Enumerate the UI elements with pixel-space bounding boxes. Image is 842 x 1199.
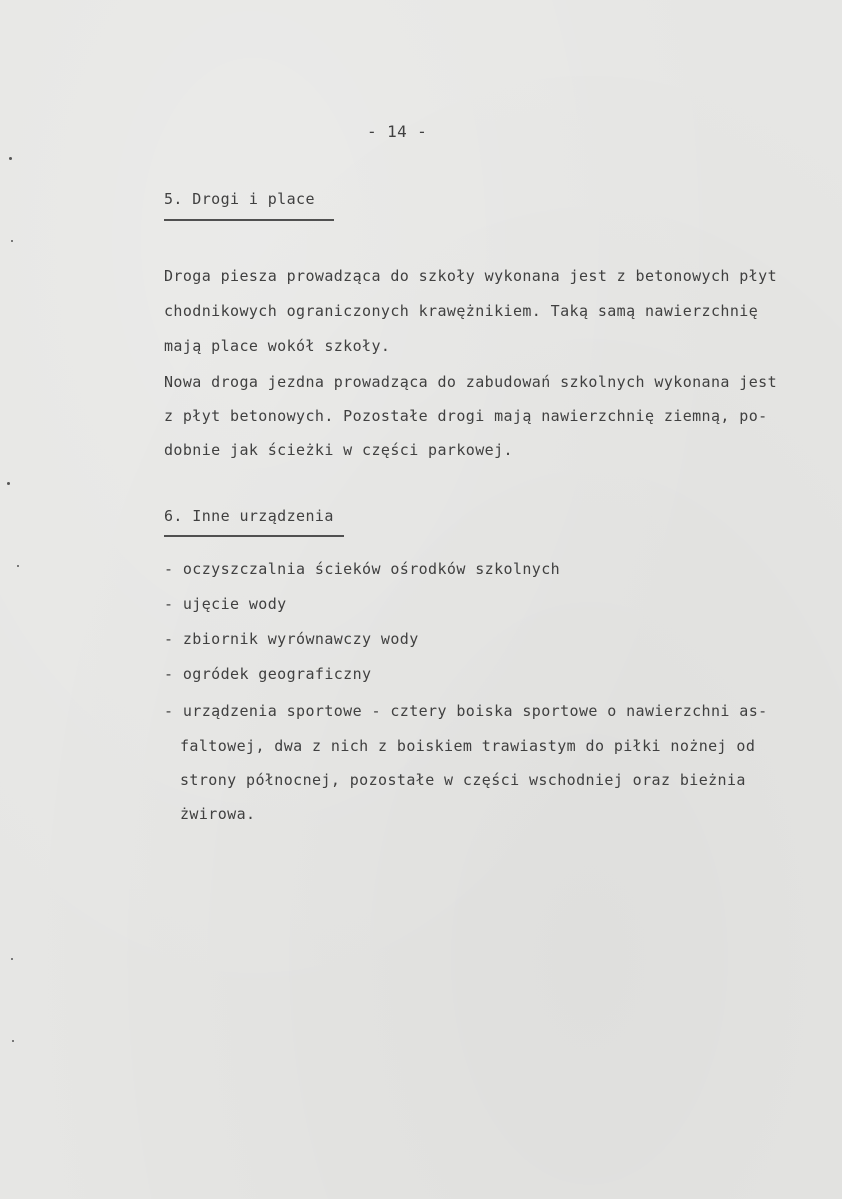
scan-speck <box>11 240 13 242</box>
scan-speck <box>7 482 10 485</box>
scan-speck <box>12 1040 14 1042</box>
list-item: - ujęcie wody <box>164 595 287 613</box>
section-6-heading-underline <box>164 535 344 537</box>
section-6-heading: 6. Inne urządzenia <box>164 507 334 525</box>
list-item-continuation: strony północnej, pozostałe w części wschodniej oraz bieżnia <box>180 771 746 789</box>
section-5-line: mają place wokół szkoły. <box>164 337 391 355</box>
scan-speck <box>9 157 12 160</box>
page-number: - 14 - <box>367 122 428 141</box>
section-5-line: z płyt betonowych. Pozostałe drogi mają nawierzchnię ziemną, po- <box>164 407 768 425</box>
list-item-continuation: faltowej, dwa z nich z boiskiem trawiastym do piłki nożnej od <box>180 737 756 755</box>
list-item-continuation: żwirowa. <box>180 805 256 823</box>
scan-speck <box>11 958 13 960</box>
section-5-line: chodnikowych ograniczonych krawężnikiem. Taką samą nawierzchnię <box>164 302 759 320</box>
section-5-heading-underline <box>164 219 334 221</box>
section-5-line: Droga piesza prowadząca do szkoły wykonana jest z betonowych płyt <box>164 267 777 285</box>
list-item: - urządzenia sportowe - cztery boiska sportowe o nawierzchni as- <box>164 702 768 720</box>
scan-speck <box>17 565 19 567</box>
section-5-line: Nowa droga jezdna prowadząca do zabudowań szkolnych wykonana jest <box>164 373 777 391</box>
list-item: - zbiornik wyrównawczy wody <box>164 630 419 648</box>
list-item: - oczyszczalnia ścieków ośrodków szkolnych <box>164 560 561 578</box>
section-5-line: dobnie jak ścieżki w części parkowej. <box>164 441 513 459</box>
section-5-heading: 5. Drogi i place <box>164 190 315 208</box>
list-item: - ogródek geograficzny <box>164 665 372 683</box>
